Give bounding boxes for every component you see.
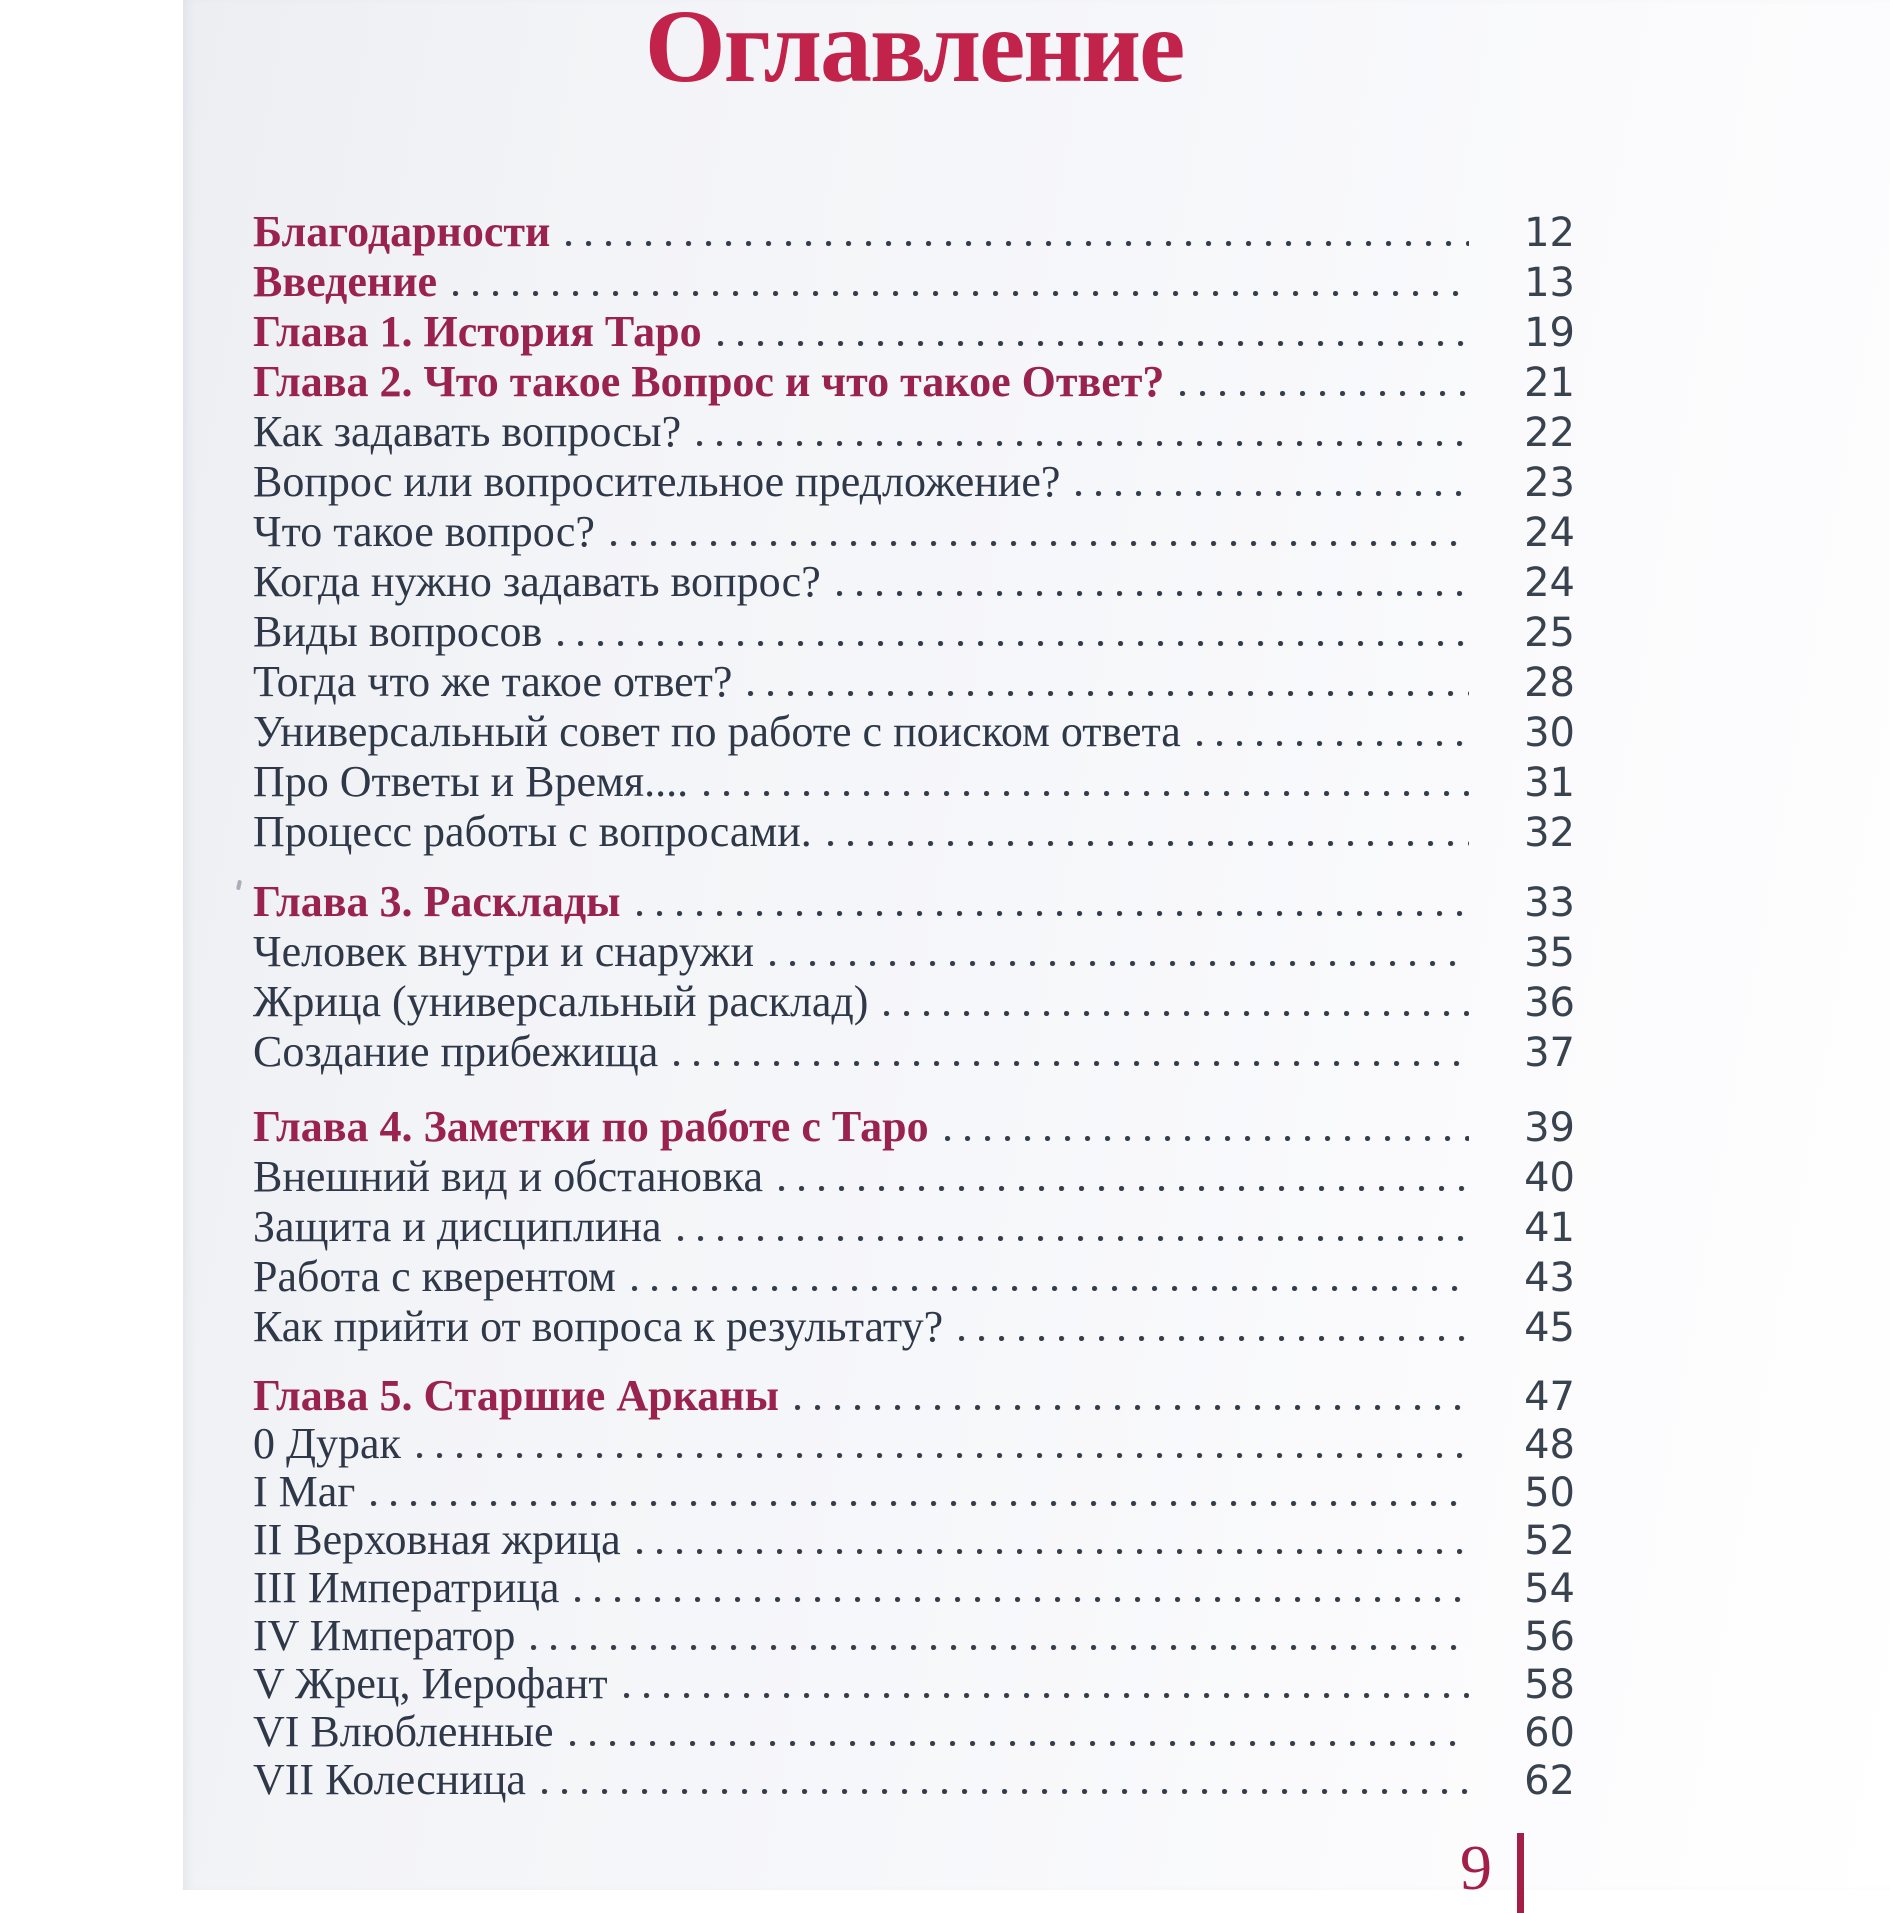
toc-entry-page-number: 31 [1495, 758, 1575, 808]
toc-entry-label: III Императрица [253, 1564, 559, 1612]
toc-entry-label: Вопрос или вопросительное предложение? [253, 457, 1060, 507]
dot-leader [558, 641, 1469, 646]
toc-entry-page-number: 54 [1495, 1565, 1575, 1613]
toc-entry [253, 1660, 1575, 1708]
toc-entry-label: Человек внутри и снаружи [253, 927, 754, 977]
toc-entry [253, 977, 1575, 1027]
dot-leader [674, 1061, 1469, 1066]
dot-leader [837, 591, 1469, 596]
toc-entry-label: VII Колесница [253, 1756, 526, 1804]
toc-entry-page-number: 33 [1495, 878, 1575, 928]
toc-entry-label: Тогда что же такое ответ? [253, 657, 732, 707]
toc-entry-page-number: 60 [1495, 1709, 1575, 1757]
dot-leader [697, 441, 1469, 446]
dot-leader [531, 1645, 1469, 1650]
dot-leader [828, 841, 1469, 846]
dot-leader [945, 1136, 1469, 1141]
toc-entry-page-number: 43 [1495, 1253, 1575, 1303]
toc-entry-label: VI Влюбленные [253, 1708, 554, 1756]
page-title: Оглавление [253, 0, 1575, 102]
toc-entry [253, 257, 1575, 307]
dot-leader [575, 1597, 1469, 1602]
dot-leader [542, 1789, 1469, 1794]
toc-entry-label: V Жрец, Иерофант [253, 1660, 608, 1708]
toc-entry-label: Глава 1. История Таро [253, 307, 702, 357]
toc-entry-label: Глава 3. Расклады [253, 877, 621, 927]
toc-entry-page-number: 48 [1495, 1421, 1575, 1469]
toc-entry [253, 1516, 1575, 1564]
toc-entry-page-number: 56 [1495, 1613, 1575, 1661]
toc-entry [253, 407, 1575, 457]
toc-entry [253, 1468, 1575, 1516]
toc-entry-page-number: 47 [1495, 1373, 1575, 1421]
toc-entry-label: Про Ответы и Время.... [253, 757, 688, 807]
toc-group [253, 1372, 1575, 1804]
dot-leader [371, 1501, 1469, 1506]
toc-entry-page-number: 25 [1495, 608, 1575, 658]
toc-group [253, 877, 1575, 1077]
toc-entry-label: Как задавать вопросы? [253, 407, 681, 457]
dot-leader [959, 1336, 1469, 1341]
toc-entry-label: IV Император [253, 1612, 515, 1660]
dot-leader [570, 1741, 1469, 1746]
toc-entry-label: Создание прибежища [253, 1027, 658, 1077]
toc-entry-label: Глава 4. Заметки по работе с Таро [253, 1102, 929, 1152]
toc-entry-label: II Верховная жрица [253, 1516, 621, 1564]
toc-entry-label: Внешний вид и обстановка [253, 1152, 763, 1202]
toc-entry-page-number: 23 [1495, 458, 1575, 508]
toc-entry-label: Работа с кверентом [253, 1252, 616, 1302]
dot-leader [1180, 391, 1469, 396]
toc-entry [253, 1152, 1575, 1202]
toc-entry [253, 1252, 1575, 1302]
toc-entry-page-number: 24 [1495, 508, 1575, 558]
toc-entry-label: Защита и дисциплина [253, 1202, 662, 1252]
toc-entry [253, 1420, 1575, 1468]
toc-entry-page-number: 45 [1495, 1303, 1575, 1353]
toc-entry-label: Глава 5. Старшие Арканы [253, 1372, 779, 1420]
dot-leader [795, 1405, 1469, 1410]
toc-entry-label: Универсальный совет по работе с поиском ответа [253, 707, 1181, 757]
toc-entry [253, 1102, 1575, 1152]
toc-entry [253, 557, 1575, 607]
dot-leader [637, 1549, 1469, 1554]
toc-entry [253, 1202, 1575, 1252]
dot-leader [611, 541, 1469, 546]
toc-entry-page-number: 58 [1495, 1661, 1575, 1709]
dot-leader [624, 1693, 1469, 1698]
toc-entry [253, 1564, 1575, 1612]
toc-group [253, 1102, 1575, 1352]
footer-page-number: 9 [1460, 1836, 1492, 1900]
toc-entry-page-number: 40 [1495, 1153, 1575, 1203]
toc-entry-label: Благодарности [253, 207, 550, 257]
toc-entry [253, 1756, 1575, 1804]
toc-entry-page-number: 35 [1495, 928, 1575, 978]
toc-entry [253, 927, 1575, 977]
toc-entry-label: Виды вопросов [253, 607, 542, 657]
dot-leader [770, 961, 1469, 966]
toc-entry [253, 1372, 1575, 1420]
toc-entry [253, 1302, 1575, 1352]
dot-leader [704, 791, 1469, 796]
dot-leader [637, 911, 1469, 916]
toc-entry [253, 707, 1575, 757]
toc-entry [253, 607, 1575, 657]
dot-leader [678, 1236, 1469, 1241]
toc-entry-page-number: 13 [1495, 258, 1575, 308]
toc-entry-page-number: 21 [1495, 358, 1575, 408]
toc-entry-page-number: 22 [1495, 408, 1575, 458]
dot-leader [417, 1453, 1469, 1458]
dot-leader [779, 1186, 1469, 1191]
dot-leader [632, 1286, 1469, 1291]
toc-entry-label: Что такое вопрос? [253, 507, 595, 557]
toc-entry [253, 307, 1575, 357]
dot-leader [718, 341, 1469, 346]
toc-entry [253, 1708, 1575, 1756]
toc-entry [253, 807, 1575, 857]
toc-entry-page-number: 41 [1495, 1203, 1575, 1253]
toc-entry-page-number: 37 [1495, 1028, 1575, 1078]
toc-entry-label: Процесс работы с вопросами. [253, 807, 812, 857]
toc-entry [253, 207, 1575, 257]
toc-entry [253, 877, 1575, 927]
toc-entry-page-number: 32 [1495, 808, 1575, 858]
dot-leader [1076, 491, 1469, 496]
toc-entry [253, 757, 1575, 807]
dot-leader [884, 1011, 1469, 1016]
dot-leader [748, 691, 1469, 696]
toc-entry [253, 1612, 1575, 1660]
toc-entry-page-number: 39 [1495, 1103, 1575, 1153]
toc-entry-page-number: 24 [1495, 558, 1575, 608]
toc-entry-label: Жрица (универсальный расклад) [253, 977, 868, 1027]
toc-entry-label: I Маг [253, 1468, 355, 1516]
dot-leader [1197, 741, 1469, 746]
toc-entry-label: Когда нужно задавать вопрос? [253, 557, 821, 607]
toc-entry-label: Глава 2. Что такое Вопрос и что такое Ответ? [253, 357, 1164, 407]
toc-entry-page-number: 19 [1495, 308, 1575, 358]
toc-entry-page-number: 28 [1495, 658, 1575, 708]
dot-leader [566, 241, 1469, 246]
footer-accent-bar [1517, 1833, 1524, 1913]
toc-entry-page-number: 62 [1495, 1757, 1575, 1805]
dot-leader [453, 291, 1469, 296]
toc-entry-page-number: 52 [1495, 1517, 1575, 1565]
toc-entry-label: Как прийти от вопроса к результату? [253, 1302, 943, 1352]
toc-entry [253, 657, 1575, 707]
toc-list [253, 207, 1575, 1804]
toc-group [253, 207, 1575, 857]
toc-entry-page-number: 30 [1495, 708, 1575, 758]
toc-entry [253, 457, 1575, 507]
toc-entry-page-number: 12 [1495, 208, 1575, 258]
toc-entry-page-number: 50 [1495, 1469, 1575, 1517]
toc-entry [253, 507, 1575, 557]
toc-entry-page-number: 36 [1495, 978, 1575, 1028]
toc-entry-label: 0 Дурак [253, 1420, 401, 1468]
toc-entry [253, 1027, 1575, 1077]
toc-entry-label: Введение [253, 257, 437, 307]
toc-entry [253, 357, 1575, 407]
